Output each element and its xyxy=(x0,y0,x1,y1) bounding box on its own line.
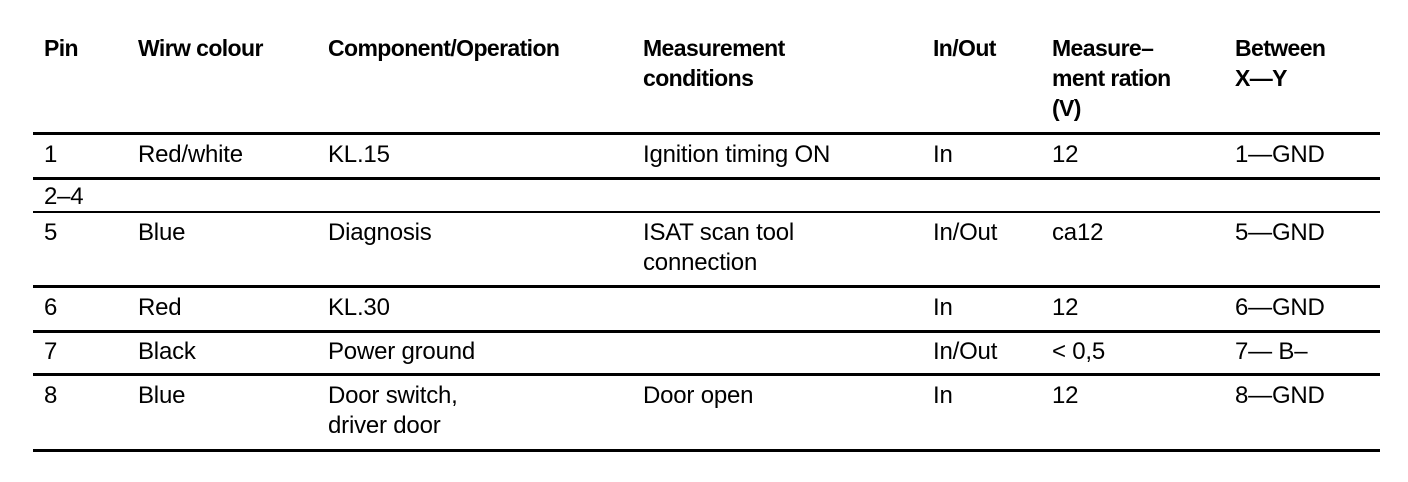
table-row xyxy=(33,376,1380,452)
cell-component: KL.30 xyxy=(328,294,390,321)
cell-measurement-ratio: 12 xyxy=(1052,294,1079,321)
header-conditions: Measurement conditions xyxy=(643,35,785,91)
cell-inout: In/Out xyxy=(933,338,998,365)
cell-between: 5—GND xyxy=(1235,219,1325,246)
cell-between: 6—GND xyxy=(1235,294,1325,321)
cell-between: 7— B– xyxy=(1235,338,1308,365)
cell-inout: In xyxy=(933,294,953,321)
cell-measurement-ratio: 12 xyxy=(1052,382,1079,409)
cell-inout: In xyxy=(933,141,953,168)
table-header xyxy=(33,0,1380,135)
cell-conditions: ISAT scan tool connection xyxy=(643,219,795,276)
header-between: Between X—Y xyxy=(1235,35,1326,91)
table-row xyxy=(33,180,1380,213)
cell-pin: 5 xyxy=(44,219,58,246)
header-wire-colour: Wirw colour xyxy=(138,35,263,61)
cell-measurement-ratio: 12 xyxy=(1052,141,1079,168)
cell-component: KL.15 xyxy=(328,141,390,168)
cell-conditions: Ignition timing ON xyxy=(643,141,831,168)
header-pin: Pin xyxy=(44,35,78,61)
cell-component: Diagnosis xyxy=(328,219,432,246)
cell-wire-colour: Red/white xyxy=(138,141,243,168)
cell-pin: 6 xyxy=(44,294,58,321)
table-row xyxy=(33,333,1380,376)
cell-inout: In/Out xyxy=(933,219,998,246)
cell-measurement-ratio: < 0,5 xyxy=(1052,338,1106,365)
cell-pin: 8 xyxy=(44,382,58,409)
cell-conditions: Door open xyxy=(643,382,754,409)
table-row xyxy=(33,135,1380,180)
cell-wire-colour: Blue xyxy=(138,219,186,246)
cell-component: Power ground xyxy=(328,338,476,365)
cell-pin: 2–4 xyxy=(44,183,84,210)
header-measurement-ratio: Measure– ment ration (V) xyxy=(1052,35,1171,121)
pin-assignment-table xyxy=(33,0,1380,452)
cell-inout: In xyxy=(933,382,953,409)
cell-between: 8—GND xyxy=(1235,382,1325,409)
header-inout: In/Out xyxy=(933,35,996,61)
cell-wire-colour: Black xyxy=(138,338,196,365)
cell-wire-colour: Red xyxy=(138,294,182,321)
cell-pin: 7 xyxy=(44,338,58,365)
cell-wire-colour: Blue xyxy=(138,382,186,409)
table-row xyxy=(33,288,1380,333)
cell-pin: 1 xyxy=(44,141,58,168)
cell-component: Door switch, driver door xyxy=(328,382,458,439)
table-row xyxy=(33,213,1380,288)
cell-between: 1—GND xyxy=(1235,141,1325,168)
header-component: Component/Operation xyxy=(328,35,560,61)
cell-measurement-ratio: ca12 xyxy=(1052,219,1104,246)
